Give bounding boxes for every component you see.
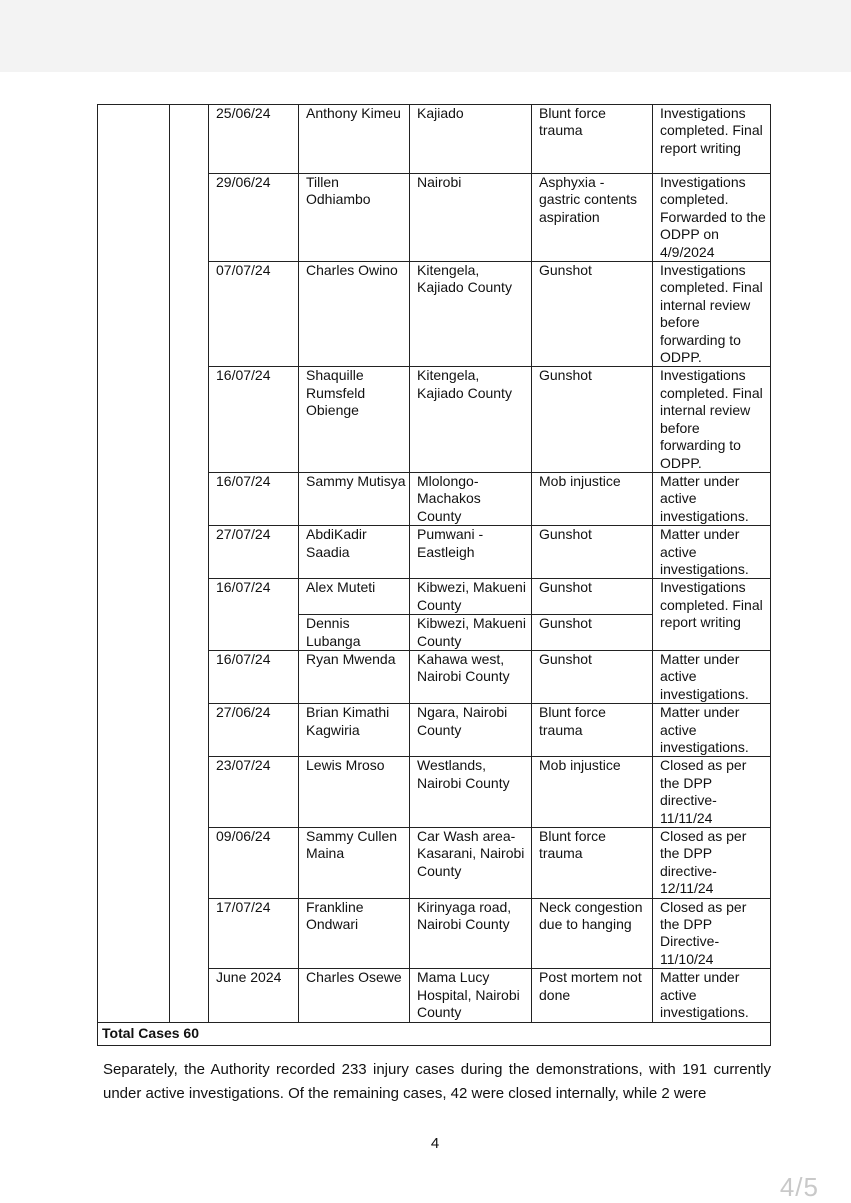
fatalities-table <box>97 104 771 1046</box>
name-cell: Dennis Lubanga <box>299 615 410 651</box>
location-cell: Kirinyaga road, Nairobi County <box>410 898 532 969</box>
date-cell: 29/06/24 <box>209 174 299 262</box>
location-cell: Kitengela, Kajiado County <box>410 367 532 472</box>
status-cell: Closed as per the DPP Directive-11/10/24 <box>653 898 771 969</box>
name-cell: Ryan Mwenda <box>299 650 410 703</box>
table-row <box>98 105 771 174</box>
total-row <box>98 1022 771 1045</box>
body-paragraph: Separately, the Authority recorded 233 injury cases during the demonstrations, with 191 currently under active investigations. Of the remaining cases, 42 were closed internally, while 2 were <box>103 1061 771 1102</box>
location-cell: Mama Lucy Hospital, Nairobi County <box>410 969 532 1022</box>
status-cell: Matter under active investigations. <box>653 969 771 1022</box>
status-cell: Matter under active investigations. <box>653 650 771 703</box>
name-cell: Brian Kimathi Kagwiria <box>299 704 410 757</box>
blank-column-2 <box>170 105 209 1023</box>
name-cell: Frankline Ondwari <box>299 898 410 969</box>
date-cell: 23/07/24 <box>209 757 299 828</box>
status-cell: Matter under active investigations. <box>653 704 771 757</box>
name-cell: AbdiKadir Saadia <box>299 526 410 579</box>
date-cell: 17/07/24 <box>209 898 299 969</box>
cause-cell: Blunt force trauma <box>532 828 653 899</box>
cause-cell: Blunt force trauma <box>532 704 653 757</box>
date-cell: 16/07/24 <box>209 579 299 651</box>
status-cell: Investigations completed. Final internal review before forwarding to ODPP. <box>653 262 771 367</box>
viewer-top-bar <box>0 0 851 72</box>
cause-cell: Mob injustice <box>532 472 653 525</box>
date-cell: 27/07/24 <box>209 526 299 579</box>
name-cell: Charles Osewe <box>299 969 410 1022</box>
cause-cell: Gunshot <box>532 579 653 615</box>
status-cell: Investigations completed. Final report writing <box>653 105 771 174</box>
location-cell: Westlands, Nairobi County <box>410 757 532 828</box>
date-cell: 07/07/24 <box>209 262 299 367</box>
status-cell: Matter under active investigations. <box>653 526 771 579</box>
status-cell: Closed as per the DPP directive-11/11/24 <box>653 757 771 828</box>
cause-cell: Gunshot <box>532 262 653 367</box>
name-cell: Sammy Mutisya <box>299 472 410 525</box>
cause-cell: Gunshot <box>532 526 653 579</box>
status-cell: Closed as per the DPP directive-12/11/24 <box>653 828 771 899</box>
status-cell: Investigations completed. Final report writing <box>653 579 771 651</box>
cause-cell: Gunshot <box>532 615 653 651</box>
status-cell: Investigations completed. Final internal review before forwarding to ODPP. <box>653 367 771 472</box>
location-cell: Pumwani - Eastleigh <box>410 526 532 579</box>
cause-cell: Gunshot <box>532 650 653 703</box>
cause-cell: Post mortem not done <box>532 969 653 1022</box>
cause-cell: Neck congestion due to hanging <box>532 898 653 969</box>
location-cell: Mlolongo-Machakos County <box>410 472 532 525</box>
location-cell: Kibwezi, Makueni County <box>410 615 532 651</box>
location-cell: Ngara, Nairobi County <box>410 704 532 757</box>
total-cases-label: Total Cases 60 <box>98 1022 299 1045</box>
date-cell: 25/06/24 <box>209 105 299 174</box>
date-cell: 09/06/24 <box>209 828 299 899</box>
name-cell: Lewis Mroso <box>299 757 410 828</box>
status-cell: Investigations completed. Forwarded to the ODPP on 4/9/2024 <box>653 174 771 262</box>
location-cell: Kajiado <box>410 105 532 174</box>
name-cell: Anthony Kimeu <box>299 105 410 174</box>
name-cell: Sammy Cullen Maina <box>299 828 410 899</box>
cause-cell: Mob injustice <box>532 757 653 828</box>
name-cell: Charles Owino <box>299 262 410 367</box>
date-cell: June 2024 <box>209 969 299 1022</box>
blank-column-1 <box>98 105 170 1023</box>
name-cell: Tillen Odhiambo <box>299 174 410 262</box>
date-cell: 16/07/24 <box>209 367 299 472</box>
location-cell: Car Wash area-Kasarani, Nairobi County <box>410 828 532 899</box>
cause-cell: Asphyxia - gastric contents aspiration <box>532 174 653 262</box>
location-cell: Kibwezi, Makueni County <box>410 579 532 615</box>
location-cell: Nairobi <box>410 174 532 262</box>
total-row-empty <box>299 1022 771 1045</box>
page-indicator: 4/5 <box>779 1172 819 1202</box>
cause-cell: Blunt force trauma <box>532 105 653 174</box>
name-cell: Alex Muteti <box>299 579 410 615</box>
date-cell: 27/06/24 <box>209 704 299 757</box>
name-cell: Shaquille Rumsfeld Obienge <box>299 367 410 472</box>
status-cell: Matter under active investigations. <box>653 472 771 525</box>
location-cell: Kahawa west, Nairobi County <box>410 650 532 703</box>
location-cell: Kitengela, Kajiado County <box>410 262 532 367</box>
date-cell: 16/07/24 <box>209 650 299 703</box>
page-number: 4 <box>430 1135 440 1152</box>
cause-cell: Gunshot <box>532 367 653 472</box>
date-cell: 16/07/24 <box>209 472 299 525</box>
